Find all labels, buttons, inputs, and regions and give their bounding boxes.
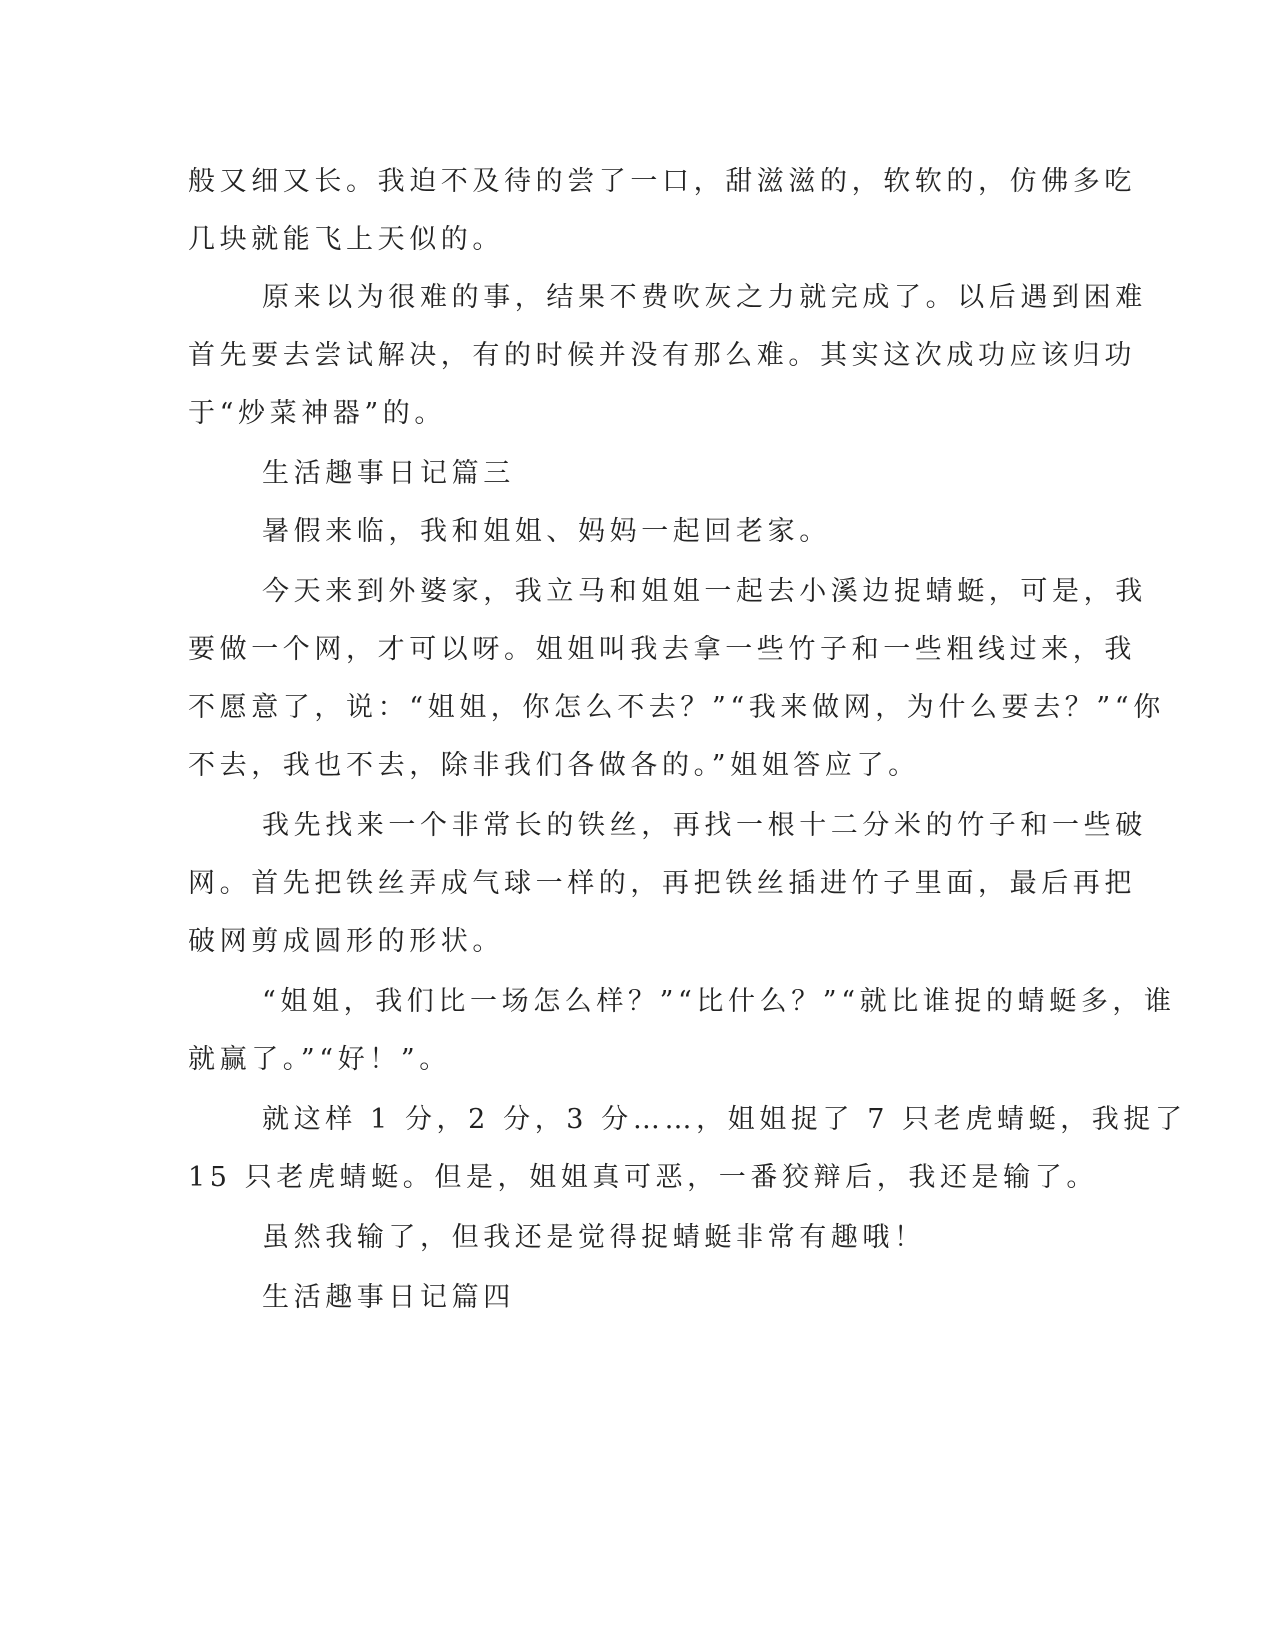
text-line: 于“炒菜神器”的。 [188, 398, 447, 429]
section-heading: 生活趣事日记篇三 [262, 458, 515, 489]
text-line: 就这样 1 分，2 分，3 分……，姐姐捉了 7 只老虎蜻蜓，我捉了 [262, 1104, 1187, 1135]
text-line: “姐姐，我们比一场怎么样？”“比什么？”“就比谁捉的蜻蜓多，谁 [262, 986, 1176, 1017]
text-line: 暑假来临，我和姐姐、妈妈一起回老家。 [262, 516, 831, 547]
text-line: 破网剪成圆形的形状。 [188, 926, 504, 957]
text-line: 要做一个网，才可以呀。姐姐叫我去拿一些竹子和一些粗线过来，我 [188, 634, 1136, 665]
text-line: 我先找来一个非常长的铁丝，再找一根十二分米的竹子和一些破 [262, 810, 1147, 841]
text-line: 原来以为很难的事，结果不费吹灰之力就完成了。以后遇到困难 [262, 282, 1147, 313]
text-line: 15 只老虎蜻蜓。但是，姐姐真可恶，一番狡辩后，我还是输了。 [188, 1162, 1098, 1193]
text-line: 不去，我也不去，除非我们各做各的。”姐姐答应了。 [188, 750, 920, 781]
text-line: 首先要去尝试解决，有的时候并没有那么难。其实这次成功应该归功 [188, 340, 1136, 371]
text-line: 网。首先把铁丝弄成气球一样的，再把铁丝插进竹子里面，最后再把 [188, 868, 1136, 899]
text-line: 今天来到外婆家，我立马和姐姐一起去小溪边捉蜻蜓，可是，我 [262, 576, 1147, 607]
text-line: 就赢了。”“好！”。 [188, 1044, 451, 1075]
text-line: 不愿意了，说：“姐姐，你怎么不去？”“我来做网，为什么要去？”“你 [188, 692, 1165, 723]
text-line: 几块就能飞上天似的。 [188, 224, 504, 255]
text-line: 虽然我输了，但我还是觉得捉蜻蜓非常有趣哦！ [262, 1222, 926, 1253]
section-heading: 生活趣事日记篇四 [262, 1282, 515, 1313]
text-line: 般又细又长。我迫不及待的尝了一口，甜滋滋的，软软的，仿佛多吃 [188, 166, 1136, 197]
